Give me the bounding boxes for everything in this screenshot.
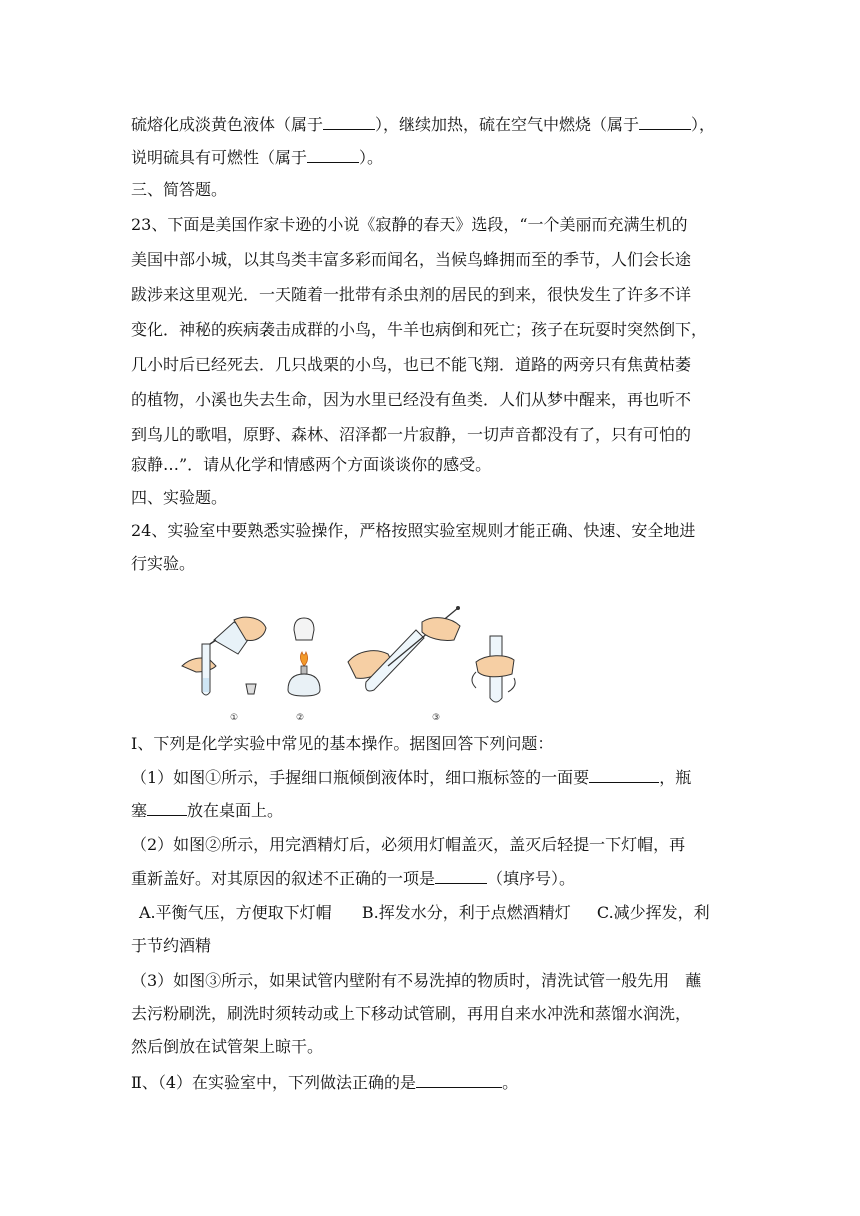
pouring-liquid-drawing bbox=[182, 617, 266, 695]
q23-line-last: 寂静…”．请从化学和情感两个方面谈谈你的感受。 bbox=[131, 455, 492, 474]
part1-q1-line-1: （1）如图①所示，手握细口瓶倾倒液体时，细口瓶标签的一面要 ，瓶 bbox=[131, 768, 692, 787]
part1-q3-line-1: （3）如图③所示，如果试管内壁附有不易洗掉的物质时，清洗试管一般先用 蘸 bbox=[131, 971, 702, 990]
q23-line: 23、下面是美国作家卡逊的小说《寂静的春天》选段，“一个美丽而充满生机的 bbox=[131, 215, 688, 234]
lab-operations-illustration bbox=[176, 600, 546, 726]
q24-line-1: 24、实验室中要熟悉实验操作，严格按照实验室规则才能正确、快速、安全地进 bbox=[131, 521, 696, 540]
option-a: A.平衡气压，方便取下灯帽 bbox=[139, 903, 332, 922]
part1-q2-options bbox=[139, 903, 710, 923]
part1-q1-line-2: 塞 放在桌面上。 bbox=[131, 801, 284, 820]
part1-intro: Ⅰ、下列是化学实验中常见的基本操作。据图回答下列问题： bbox=[131, 734, 554, 753]
part1-q3-line-3: 然后倒放在试管架上晾干。 bbox=[131, 1037, 324, 1056]
answer-blank[interactable] bbox=[307, 147, 359, 163]
answer-blank[interactable] bbox=[639, 114, 691, 130]
answer-blank[interactable] bbox=[147, 800, 187, 816]
answer-blank[interactable] bbox=[435, 868, 487, 884]
part1-q2-line-1: （2）如图②所示，用完酒精灯后，必须用灯帽盖灭，盖灭后轻提一下灯帽，再 bbox=[131, 835, 686, 854]
part1-q2-line-2: 重新盖好。对其原因的叙述不正确的一项是 （填序号）。 bbox=[131, 869, 576, 888]
q23-line: 到鸟儿的歌唱，原野、森林、沼泽都一片寂静，一切声音都没有了，只有可怕的 bbox=[131, 425, 692, 444]
alcohol-lamp-drawing bbox=[288, 618, 320, 696]
figure-label-3: ③ bbox=[432, 713, 441, 723]
option-b: B.挥发水分，利于点燃酒精灯 bbox=[361, 903, 571, 922]
q23-line: 美国中部小城，以其鸟类丰富多彩而闻名，当候鸟蜂拥而至的季节，人们会长途 bbox=[131, 250, 692, 269]
q23-line: 变化．神秘的疾病袭击成群的小鸟，牛羊也病倒和死亡；孩子在玩耍时突然倒下， bbox=[131, 320, 708, 339]
experiment-figure bbox=[176, 600, 546, 726]
figure-label-1: ① bbox=[230, 713, 239, 723]
q22-line-1: 硫熔化成淡黄色液体（属于 ），继续加热，硫在空气中燃烧（属于 ）， bbox=[131, 115, 716, 134]
figure-label-2: ② bbox=[296, 713, 305, 723]
tube-brushing-drawing bbox=[348, 606, 515, 702]
section-heading-4: 四、实验题。 bbox=[131, 488, 228, 507]
q23-line: 跋涉来这里观光．一天随着一批带有杀虫剂的居民的到来，很快发生了许多不详 bbox=[131, 285, 692, 304]
answer-blank[interactable] bbox=[323, 114, 375, 130]
q22-line-2: 说明硫具有可燃性（属于 ）。 bbox=[131, 148, 384, 167]
part1-q3-line-2: 去污粉刷洗，刷洗时须转动或上下移动试管刷，再用自来水冲洗和蒸馏水润洗， bbox=[131, 1004, 692, 1023]
section-heading-3: 三、简答题。 bbox=[131, 180, 228, 199]
part1-q2-options-cont: 于节约酒精 bbox=[131, 936, 212, 955]
q23-line: 的植物，小溪也失去生命，因为水里已经没有鱼类．人们从梦中醒来，再也听不 bbox=[131, 390, 692, 409]
part2-q4: Ⅱ、（4）在实验室中，下列做法正确的是 。 bbox=[131, 1073, 519, 1092]
answer-blank[interactable] bbox=[589, 767, 659, 783]
option-c: C.减少挥发，利 bbox=[596, 903, 710, 922]
answer-blank[interactable] bbox=[416, 1072, 502, 1088]
q24-line-2: 行实验。 bbox=[131, 554, 196, 573]
q23-line: 几小时后已经死去．几只战栗的小鸟，也已不能飞翔．道路的两旁只有焦黄枯萎 bbox=[131, 355, 692, 374]
